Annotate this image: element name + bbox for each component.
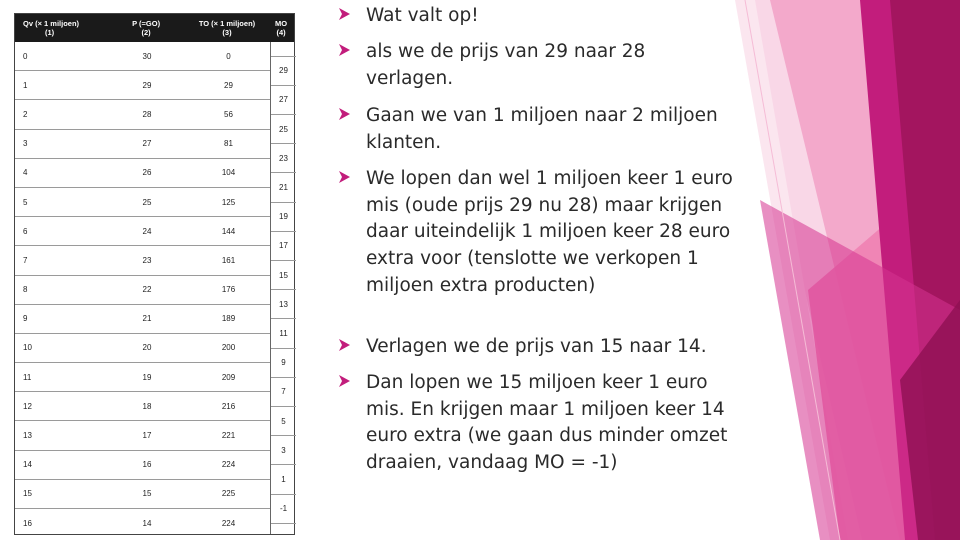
price-cell: 14 [142, 519, 152, 529]
price-cell: 15 [142, 489, 152, 499]
qv-cell: 16 [23, 519, 32, 529]
to-cell: 161 [221, 255, 236, 265]
mo-spacer [271, 42, 296, 57]
table-row [15, 100, 270, 129]
mo-cell: 3 [271, 436, 296, 465]
arrow-bullet-icon [338, 44, 350, 56]
price-cell: 29 [142, 80, 152, 90]
mo-cell: -1 [271, 495, 296, 524]
qv-cell: 12 [23, 401, 32, 411]
header-qv: Qv (× 1 miljoen) (1) [23, 19, 80, 37]
qv-cell: 3 [23, 139, 28, 149]
to-cell: 144 [221, 226, 236, 236]
table-row [15, 421, 270, 450]
to-cell: 189 [221, 314, 236, 324]
mo-column [270, 42, 295, 534]
table-row [15, 451, 270, 480]
price-cell: 27 [142, 139, 152, 149]
price-cell: 17 [142, 431, 152, 441]
price-cell: 24 [142, 226, 152, 236]
to-cell: 81 [224, 139, 233, 149]
to-cell: 224 [221, 519, 236, 529]
table-row [15, 246, 270, 275]
table-row [15, 159, 270, 188]
table-row [15, 188, 270, 217]
bullet-text: als we de prijs van 29 naar 28 verlagen. [366, 41, 646, 89]
mo-cell: 25 [271, 115, 296, 144]
to-cell: 225 [221, 489, 236, 499]
bullet-text: We lopen dan wel 1 miljoen keer 1 euro mis (oude prijs 29 nu 28) maar krijgen daar uiteindelijk 1 miljoen keer 28 euro extra voor (tenslotte we verkopen 1 miljoen extra producten) [366, 168, 733, 296]
qv-cell: 15 [23, 489, 32, 499]
bullet-text: Gaan we van 1 miljoen naar 2 miljoen klanten. [366, 105, 718, 153]
qv-cell: 11 [23, 372, 32, 382]
table-row [15, 305, 270, 334]
to-cell: 56 [224, 109, 233, 119]
table-row [15, 130, 270, 159]
qv-cell: 13 [23, 431, 32, 441]
mo-cell: 17 [271, 232, 296, 261]
price-cell: 19 [142, 372, 152, 382]
to-cell: 176 [221, 285, 236, 295]
to-cell: 104 [221, 168, 236, 178]
mo-cell: 7 [271, 378, 296, 407]
mo-cell: 9 [271, 349, 296, 378]
table-row [15, 217, 270, 246]
to-cell: 209 [221, 372, 236, 382]
price-cell: 23 [142, 255, 152, 265]
revenue-table [14, 13, 295, 535]
mo-cell: 15 [271, 261, 296, 290]
header-to: TO (× 1 miljoen) (3) [198, 19, 256, 37]
to-cell: 200 [221, 343, 236, 353]
price-cell: 28 [142, 109, 152, 119]
qv-cell: 14 [23, 460, 32, 470]
arrow-bullet-icon [338, 339, 350, 351]
bullet-text: Verlagen we de prijs van 15 naar 14. [366, 336, 707, 357]
to-cell: 0 [226, 51, 231, 61]
mo-cell: 29 [271, 57, 296, 86]
to-cell: 224 [221, 460, 236, 470]
mo-cell: 1 [271, 465, 296, 494]
table-row [15, 480, 270, 509]
qv-cell: 5 [23, 197, 28, 207]
table-row [15, 42, 270, 71]
mo-cell: 27 [271, 86, 296, 115]
bullet-text: Dan lopen we 15 miljoen keer 1 euro mis. En krijgen maar 1 miljoen keer 14 euro extra (we gaan dus minder omzet draaien, vandaag MO = -1) [366, 372, 728, 474]
table-header [15, 14, 294, 42]
mo-cell: 23 [271, 144, 296, 173]
qv-cell: 9 [23, 314, 28, 324]
price-cell: 25 [142, 197, 152, 207]
qv-cell: 4 [23, 168, 28, 178]
price-cell: 16 [142, 460, 152, 470]
arrow-bullet-icon [338, 375, 350, 387]
arrow-bullet-icon [338, 108, 350, 120]
qv-cell: 8 [23, 285, 28, 295]
to-cell: 216 [221, 401, 236, 411]
mo-cell: 11 [271, 319, 296, 348]
mo-cell: 21 [271, 173, 296, 202]
table-row [15, 392, 270, 421]
price-cell: 26 [142, 168, 152, 178]
arrow-bullet-icon [338, 8, 350, 20]
table-row [15, 363, 270, 392]
to-cell: 29 [224, 80, 233, 90]
arrow-bullet-icon [338, 171, 350, 183]
table-row [15, 71, 270, 100]
qv-cell: 7 [23, 255, 28, 265]
price-cell: 22 [142, 285, 152, 295]
bullet-text: Wat valt op! [366, 5, 479, 26]
header-mo: MO (4) [275, 19, 288, 37]
price-cell: 21 [142, 314, 152, 324]
qv-cell: 6 [23, 226, 28, 236]
table-row [15, 334, 270, 363]
price-cell: 20 [142, 343, 152, 353]
table-body [15, 42, 270, 534]
to-cell: 221 [221, 431, 236, 441]
mo-cell: 13 [271, 290, 296, 319]
to-cell: 125 [221, 197, 236, 207]
qv-cell: 0 [23, 51, 28, 61]
qv-cell: 1 [23, 80, 28, 90]
price-cell: 30 [142, 51, 152, 61]
table-row [15, 509, 270, 538]
mo-cell: 5 [271, 407, 296, 436]
qv-cell: 10 [23, 343, 32, 353]
qv-cell: 2 [23, 109, 28, 119]
mo-cell: 19 [271, 203, 296, 232]
header-price: P (=GO) (2) [132, 19, 161, 37]
table-row [15, 276, 270, 305]
price-cell: 18 [142, 401, 152, 411]
